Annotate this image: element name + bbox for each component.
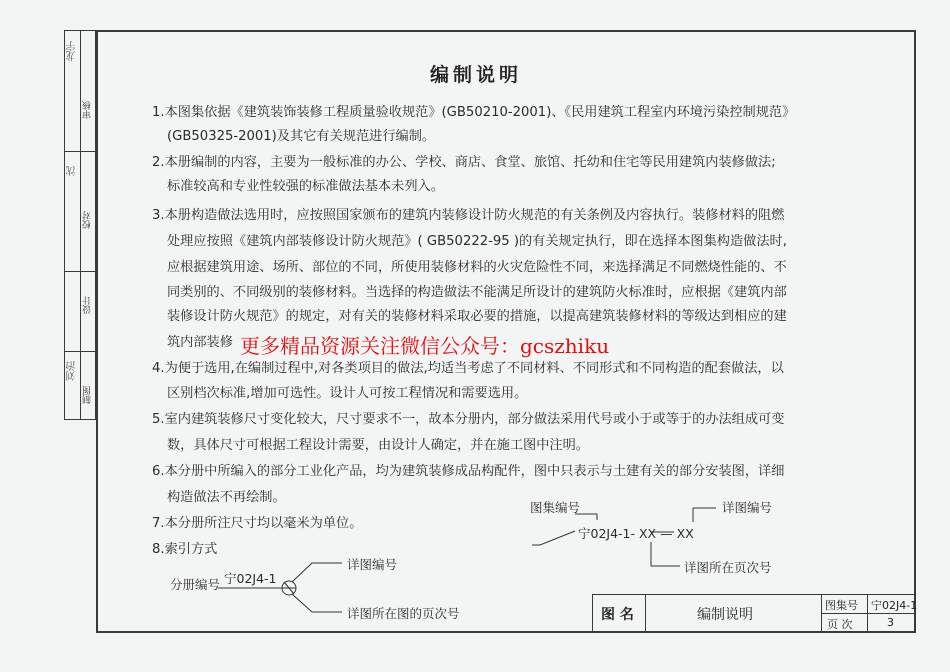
text-line: 数，具体尺寸可根据工程设计需要，由设计人确定，并在施工图中注明。	[167, 438, 589, 453]
text-line: 7.本分册所注尺寸均以毫米为单位。	[152, 516, 363, 531]
text-line: (GB50325-2001)及其它有关规范进行编制。	[167, 129, 436, 144]
title-block-page-label: 页 次	[827, 618, 853, 631]
text-line: 5.室内建筑装修尺寸变化较大，尺寸要求不一，故本分册内，部分做法采用代号或小于或等于的办法组成可变	[152, 412, 785, 427]
text-line: 处理应按照《建筑内部装修设计防火规范》( GB50222-95 )的有关规定执行，即在选择本图集构造做法时,	[167, 234, 787, 249]
index-code: 宁02J4-1	[224, 571, 277, 586]
index-volume-label: 分册编号	[170, 577, 221, 592]
text-line: 筑内部装修	[167, 335, 233, 350]
text-line: 构造做法不再绘制。	[167, 490, 286, 505]
watermark-text: 更多精品资源关注微信公众号：gcszhiku	[240, 334, 610, 358]
atlas-code: 宁02J4-1- XX — XX	[578, 526, 694, 541]
side-label-design: 设计	[83, 296, 93, 314]
text-line: 标准较高和专业性较强的标准做法基本未列入。	[167, 179, 444, 194]
signature-drafting: 刘治	[67, 361, 78, 381]
text-line: 6.本分册中所编入的部分工业化产品，均为建筑装修成品构配件，图中只表示与土建有关的部分安装图，详细	[152, 464, 785, 479]
text-line: 同类别的、不同级别的装修材料。当选择的构造做法不能满足所设计的建筑防火标准时，应根据《建筑内部	[167, 285, 787, 300]
index-detail-number: 详图编号	[347, 557, 398, 572]
text-line: 2.本册编制的内容，主要为一般标准的办公、学校、商店、食堂、旅馆、托幼和住宅等民用建筑内装修做法;	[152, 155, 776, 170]
side-label-proofread: 校对	[83, 211, 93, 229]
signature-review: 龙宇	[67, 41, 78, 61]
title-block-atlas-label: 图集号	[825, 599, 858, 612]
text-line: 3.本册构造做法选用时，应按照国家颁布的建筑内装修设计防火规范的有关条例及内容执行。装修材料的阻燃	[152, 208, 785, 223]
page-title: 编制说明	[430, 64, 523, 86]
text-line: 应根据建筑用途、场所、部位的不同，所使用装修材料的火灾危险性不同，来选择满足不同燃烧性能的、不	[167, 260, 787, 275]
title-block-page-value: 3	[887, 616, 894, 629]
side-label-review: 审核	[83, 101, 93, 119]
atlas-number-label: 图集编号	[530, 500, 581, 515]
text-line: 装修设计防火规范》的规定，对有关的装修材料采取必要的措施，以提高建筑装修材料的等级达到相应的建	[167, 309, 787, 324]
atlas-detail-page: 详图所在页次号	[684, 560, 772, 575]
index-detail-page: 详图所在图的页次号	[347, 606, 460, 621]
title-block-atlas-value: 宁02J4-1	[871, 599, 918, 612]
title-block	[592, 594, 916, 633]
text-line: 8.索引方式	[152, 542, 218, 557]
title-block-name-label: 图 名	[601, 607, 634, 623]
side-label-drafting: 制图	[83, 386, 93, 404]
title-block-name: 编制说明	[697, 607, 753, 623]
text-line: 区别档次标准,增加可选性。设计人可按工程情况和需要选用。	[167, 386, 528, 401]
signature-proofread: 沈	[67, 166, 78, 176]
atlas-detail-number: 详图编号	[722, 500, 773, 515]
text-line: 1.本图集依据《建筑装饰装修工程质量验收规范》(GB50210-2001)、《民用建筑工程室内环境污染控制规范》	[152, 105, 796, 120]
text-line: 4.为便于选用,在编制过程中,对各类项目的做法,均适当考虑了不同材料、不同形式和不同构造的配套做法，以	[152, 361, 784, 376]
